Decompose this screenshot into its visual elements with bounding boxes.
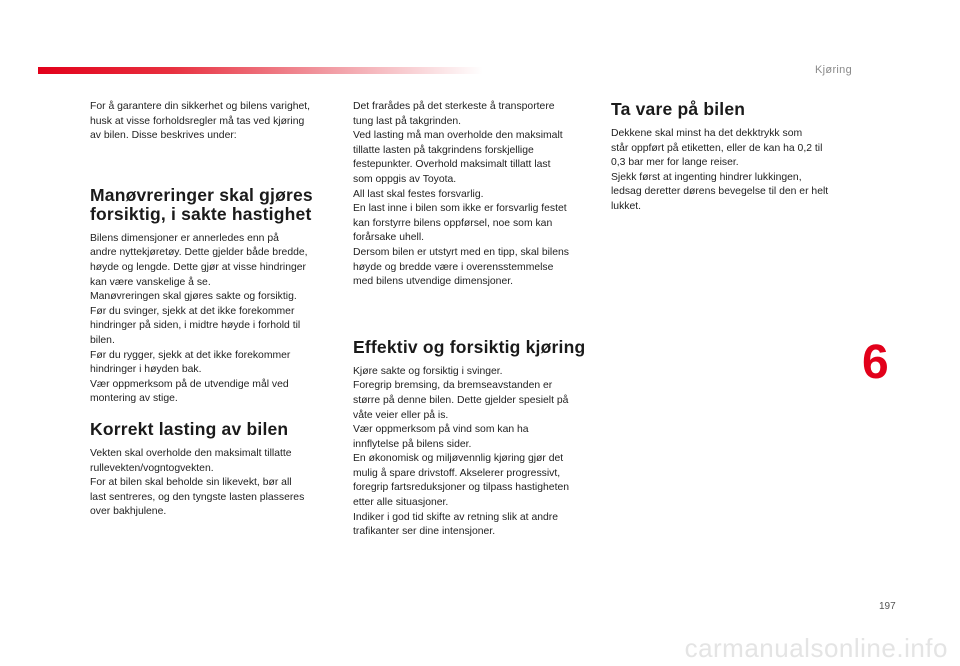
column-3 — [611, 100, 851, 215]
watermark: carmanualsonline.info — [684, 633, 948, 663]
column-1 — [90, 100, 335, 520]
paragraph-loading: Vekten skal overholde den maksimalt tillatte rullevekten/vogntogvekten. For at bilen skal beholde sin likevekt, bør all last sentreres, og den tyngste lasten plasseres over bakhjulene. — [90, 447, 305, 518]
chapter-number: 6 — [862, 336, 889, 389]
heading-care: Ta vare på bilen — [611, 99, 746, 119]
paragraph-care: Dekkene skal minst ha det dekktrykk som står oppført på etiketten, eller de kan ha 0,2 til 0,3 bar mer for lange reiser. Sjekk først at ingenting hindrer lukkingen, ledsag deretter dørens bevegelse til den er helt lukket. — [611, 128, 829, 212]
column-2 — [353, 100, 593, 540]
section-title: Kjøring — [815, 64, 852, 76]
heading-efficient-driving: Effektiv og forsiktig kjøring — [353, 336, 586, 357]
heading-manoeuvring: Manøvreringer skal gjøres forsiktig, i sakte hastighet — [90, 184, 313, 224]
paragraph-roof-load: Det frarådes på det sterkeste å transportere tung last på takgrinden. Ved lasting må man overholde den maksimalt tillatte lasten på takgrindens forskjellige festepunkter. Overhold maksimalt tillatt last som oppgis av Toyota. All last skal festes forsvarlig. En last inne i bilen som ikke er forsvarlig festet kan forstyrre bilens oppførsel, noe som kan forårsake uhell. Dersom bilen er utstyrt med en tipp, skal bilens høyde og bredde være i overensstemmelse med bilens utvendige dimensjoner. — [353, 101, 569, 288]
paragraph-manoeuvring: Bilens dimensjoner er annerledes enn på andre nyttekjøretøy. Dette gjelder både bredde, høyde og lengde. Dette gjør at visse hindringer kan være vanskelige å se. Manøvreringen skal gjøres sakte og forsiktig. Før du svinger, sjekk at det ikke forekommer hindringer på siden, i midtre høyde i forhold til bilen. Før du rygger, sjekk at det ikke forekommer hindringer i høyden bak. Vær oppmerksom på de utvendige mål ved montering av stige. — [90, 232, 308, 405]
paragraph-efficient-driving: Kjøre sakte og forsiktig i svinger. Foregrip bremsing, da bremseavstanden er større på denne bilen. Dette gjelder spesielt på våte veier eller på is. Vær oppmerksom på vind som kan ha innflytelse på bilens sider. En økonomisk og miljøvennlig kjøring gjør det mulig å spare drivstoff. Akselerer progressivt, foregrip fartsreduksjoner og tilpass hastigheten etter alle situasjoner. Indiker i god tid skifte av retning slik at andre trafikanter ser dine intensjoner. — [353, 365, 570, 538]
page-number: 197 — [879, 601, 896, 612]
heading-loading: Korrekt lasting av bilen — [90, 418, 289, 439]
intro-paragraph: For å garantere din sikkerhet og bilens varighet, husk at visse forholdsregler må tas ved kjøring av bilen. Disse beskrives under: — [90, 101, 311, 142]
header-accent-bar — [38, 67, 483, 74]
